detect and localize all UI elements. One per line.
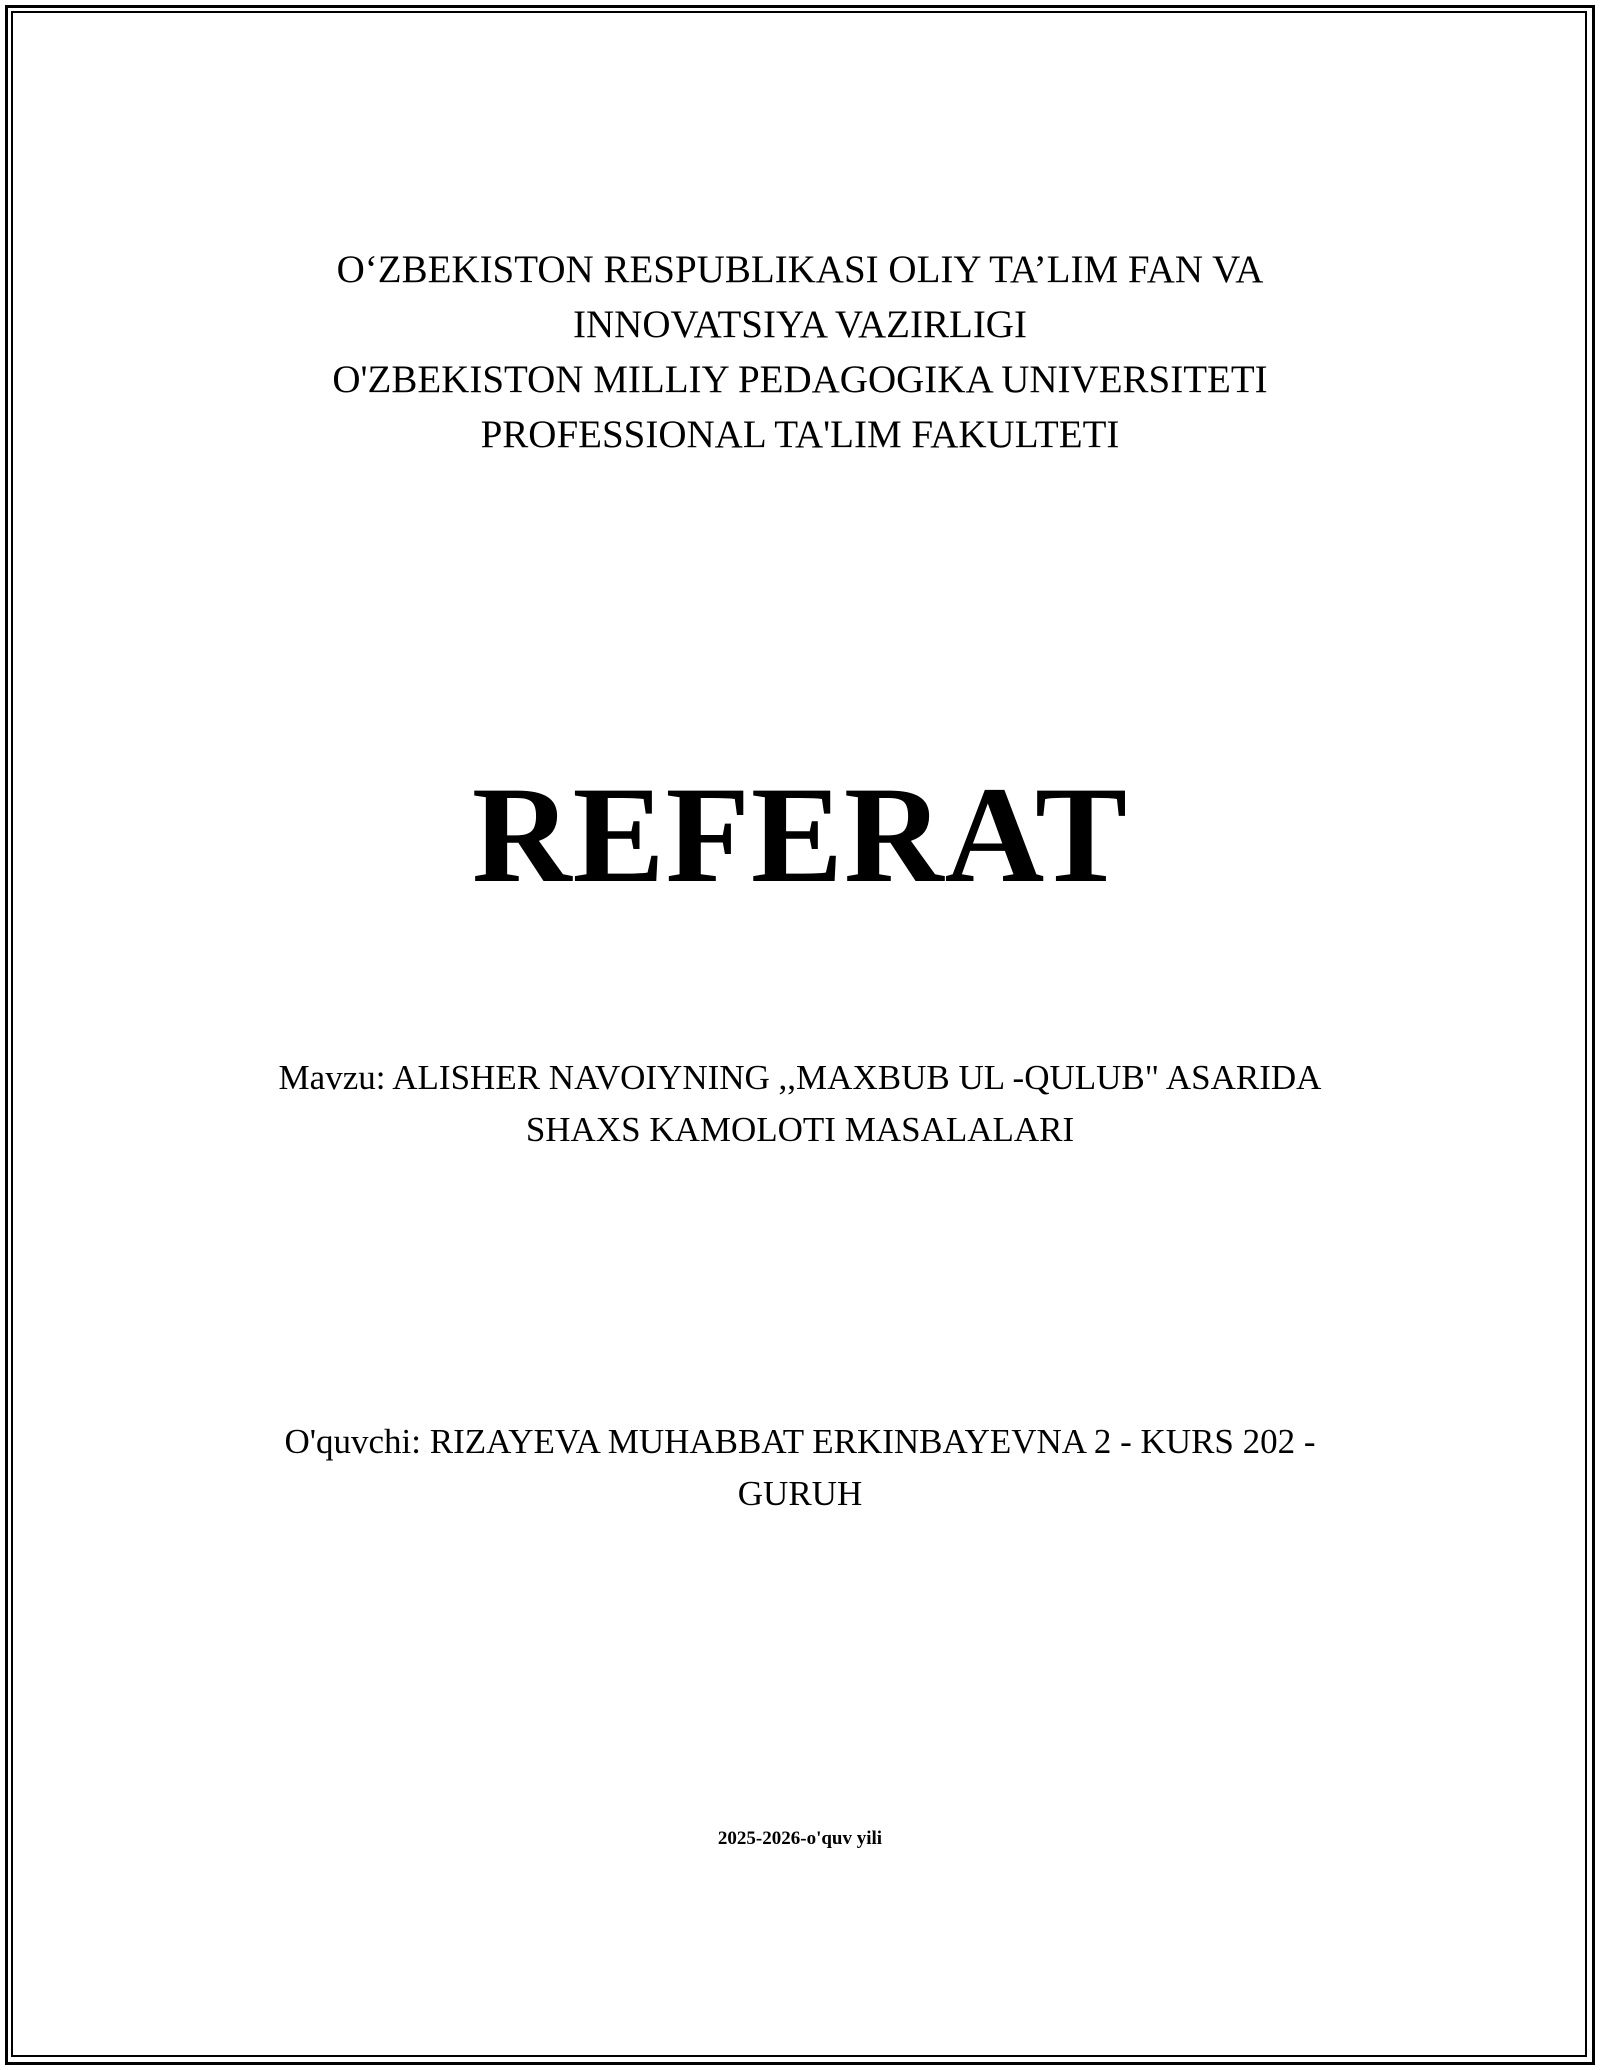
institution-header bbox=[0, 242, 1600, 462]
student-section bbox=[0, 1416, 1600, 1520]
topic-section bbox=[0, 1052, 1600, 1156]
document-title: REFERAT bbox=[471, 758, 1129, 911]
academic-year: 2025-2026-o'quv yili bbox=[717, 1828, 883, 1849]
header-line: INNOVATSIYA VAZIRLIGI bbox=[573, 303, 1027, 346]
student-line: GURUH bbox=[737, 1474, 863, 1513]
header-line: O‘ZBEKISTON RESPUBLIKASI OLIY TA’LIM FAN VA bbox=[336, 248, 1264, 291]
student-line: O'quvchi: RIZAYEVA MUHABBAT ERKINBAYEVNA 2 - KURS 202 - bbox=[284, 1422, 1316, 1461]
header-line: O'ZBEKISTON MILLIY PEDAGOGIKA UNIVERSITETI bbox=[332, 358, 1268, 401]
topic-line: SHAXS KAMOLOTI MASALALARI bbox=[525, 1110, 1075, 1149]
header-line: PROFESSIONAL TA'LIM FAKULTETI bbox=[480, 413, 1120, 456]
topic-line: Mavzu: ALISHER NAVOIYNING ,,MAXBUB UL -QULUB" ASARIDA bbox=[278, 1058, 1322, 1097]
